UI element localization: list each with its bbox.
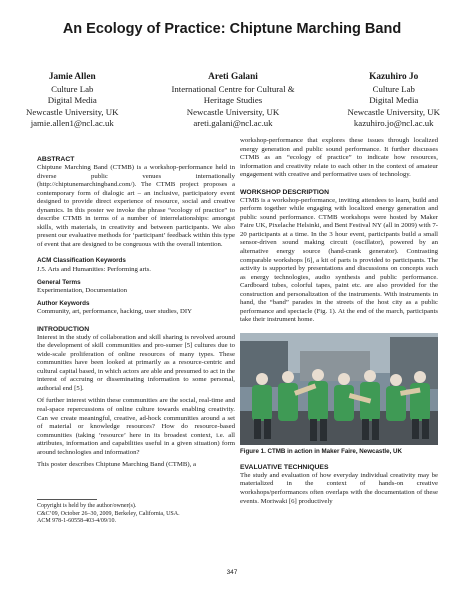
copyright-footnote: [37, 499, 235, 526]
author-keywords-heading: Author Keywords: [37, 299, 90, 307]
author-affiliation: Newcastle University, UK: [186, 106, 280, 117]
figure-1-photo: [240, 333, 438, 445]
workshop-heading: WORKSHOP DESCRIPTION: [240, 188, 329, 196]
author-affiliation: Culture Lab: [51, 83, 94, 94]
author-keywords-text: Community, art, performance, hacking, user studies, DIY: [37, 308, 192, 316]
author-name: Jamie Allen: [48, 72, 96, 82]
right-column: [240, 137, 438, 510]
abstract-heading: ABSTRACT: [37, 156, 75, 163]
workshop-text: CTMB is a workshop-performance, inviting attendees to learn, build and perform together while engaging with localized energy generation and public sound performance. CTMB workshops were hosted by Maker Faire UK, Pixelache Helsinki, and Bent Festival NY (all in 2009) with 7-20 participants at a time. In the 3 hour event, participants build a small sensor-driven sound making circuit (oscillator), powered by an alternative energy source (hand-crank generator). Contrasting comparable workshops [6], a kit of parts is provided to participants. The activity is supported by presentations and discussions on concepts such as energy technologies, audio synthesis and public performance. Cardboard tubes, colorful tapes, paint etc. are also provided for the construction and personalization of the instruments. With instruments in hand, the “band” parades in the streets of the host city as a public performance and spectacle (Fig. 1). At the end of the march, participants take their instrument home.: [240, 196, 438, 324]
figure-1-caption: Figure 1. CTMB in action in Maker Faire, Newcastle, UK: [240, 447, 402, 455]
author-2: [171, 72, 294, 130]
introduction-paragraph-2: Of further interest within these communities are the social, real-time and real-space repercussions of online culture towards enabling creativity. Can we create meaningful, creative, ad-hock communities around a set of material or knowledge resources? How do resource-based communities (taking ‘resource’ here in its broadest context, i.e. all attributes, information and capabilities useful in a given situation) form around technologies and information?: [37, 397, 235, 456]
author-block: [26, 72, 440, 130]
general-terms-text: Experimentation, Documentation: [37, 287, 127, 295]
author-affiliation: International Centre for Cultural &: [171, 83, 295, 94]
author-affiliation: Culture Lab: [372, 83, 415, 94]
author-name: Kazuhiro Jo: [369, 72, 419, 82]
author-email: kazuhiro.jo@ncl.ac.uk: [353, 118, 434, 129]
author-email: jamie.allen1@ncl.ac.uk: [30, 118, 114, 129]
acm-text: J.5. Arts and Humanities: Performing arts.: [37, 265, 151, 273]
author-affiliation: Digital Media: [47, 95, 97, 106]
parade-photo-illustration: [240, 333, 438, 445]
evaluative-heading: EVALUATIVE TECHNIQUES: [240, 463, 329, 471]
author-3: [347, 72, 440, 130]
footnote-line: ACM 978-1-60558-403-4/09/10.: [37, 518, 116, 525]
acm-heading: ACM Classification Keywords: [37, 257, 126, 265]
general-terms-heading: General Terms: [37, 278, 81, 286]
author-1: [26, 72, 119, 130]
author-affiliation: Digital Media: [369, 95, 419, 106]
evaluative-text: The study and evaluation of how everyday individual creativity may be materialized in the context of hands-on creative workshops/performances often overlaps with the documentation of these events. Moriwaki [6] productively: [240, 471, 438, 505]
left-column: [37, 155, 235, 474]
introduction-heading: INTRODUCTION: [37, 325, 90, 333]
footnote-rule: [37, 499, 97, 500]
author-affiliation: Newcastle University, UK: [26, 106, 119, 117]
paper-title: An Ecology of Practice: Chiptune Marching Band: [62, 21, 402, 37]
author-name: Areti Galani: [208, 72, 258, 82]
introduction-paragraph-1: Interest in the study of collaboration and skill sharing is revolved around the development of skill communities and pro-sumer [5] cultures due to wide-scale proliferation of online resources of many types. These communities have been looked at primarily as a resource-centric and cultural capital based, in which actors are able and presumed to act in the interest of accruing or disseminating information to some personal, authorial end [5].: [37, 333, 235, 392]
author-affiliation: Newcastle University, UK: [347, 106, 440, 117]
author-affiliation: Heritage Studies: [203, 95, 263, 106]
footnote-line: Copyright is held by the author/owner(s).: [37, 503, 137, 509]
abstract-text: Chiptune Marching Band (CTMB) is a workshop-performance held in diverse public venues internationally (http://chiptunemarchingband.com/). The CTMB project proposes a contemporary form of dialogic art – an inclusive, participatory event designed to provide direct experience of resource, social and creative dynamics. In this poster we invoke the phrase “ecology of practice” to describe CTMB in terms of a number of interrelationships: amongst skills, with materials, in creativity and between participants. We also present our evaluative methods for ‘participant’ feedback within this type of event that are designed to be congruous with the overall intention.: [37, 164, 235, 248]
introduction-paragraph-3: This poster describes Chiptune Marching Band (CTMB), a: [37, 461, 196, 469]
page-number: 347: [226, 569, 238, 576]
introduction-continued: workshop-performance that explores these issues through localized energy generation and public sound performance. It further discusses CTMB as an “ecology of practice” to indicate how resources, information and creativity relate to each other in the context of amateur engagement with creative and performative uses of technology.: [240, 137, 438, 179]
author-email: areti.galani@ncl.ac.uk: [193, 118, 273, 129]
footnote-line: C&C’09, October 26–30, 2009, Berkeley, California, USA.: [37, 510, 180, 517]
